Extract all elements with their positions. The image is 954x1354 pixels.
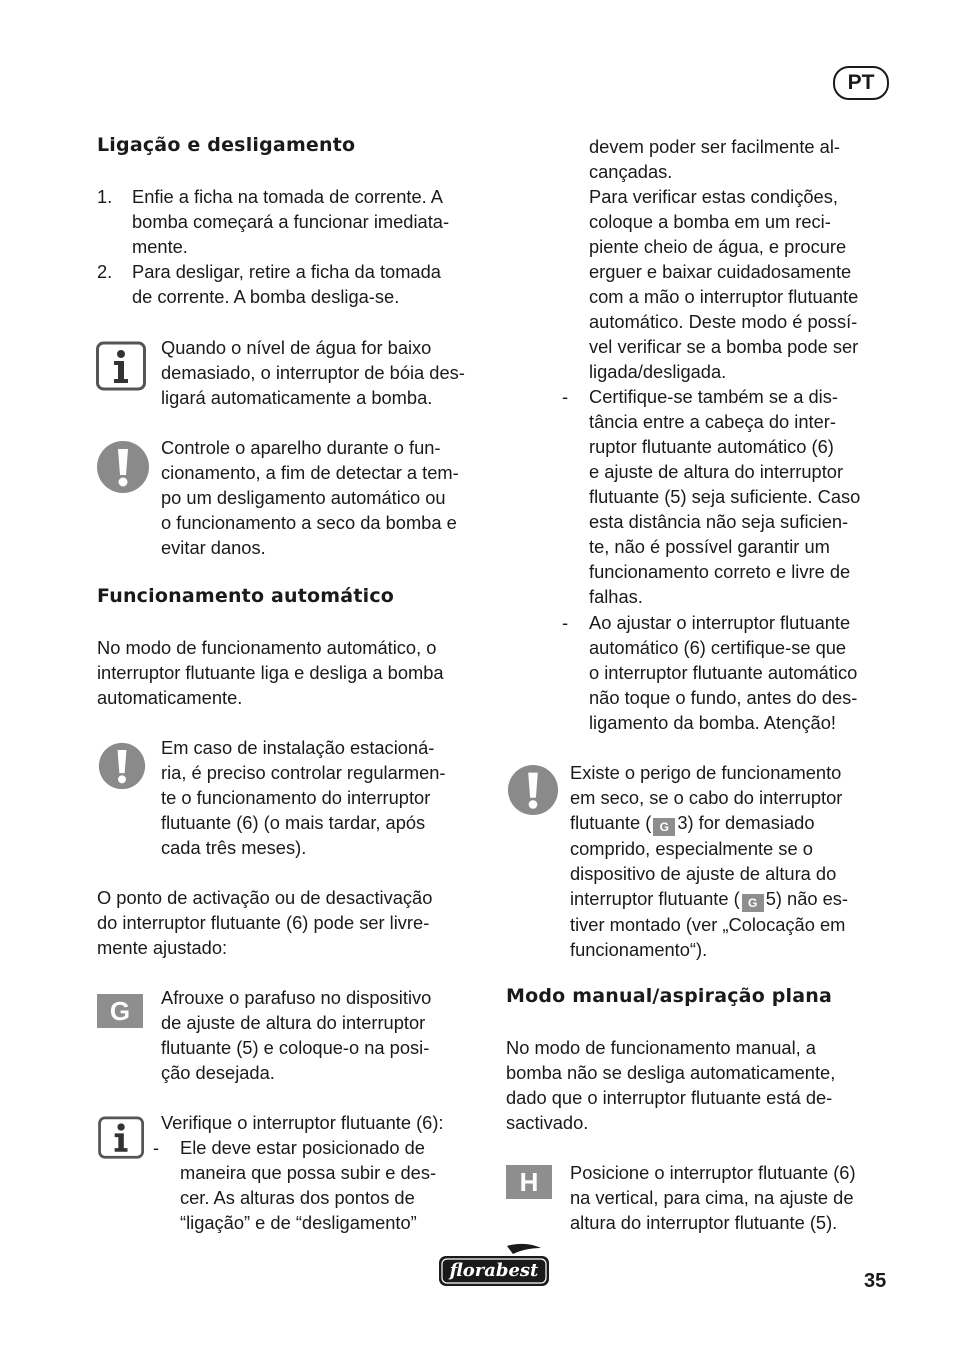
text-line: devem poder ser facilmente al- bbox=[589, 136, 840, 157]
text-line: Certifique-se também se a dis- bbox=[589, 386, 838, 407]
brand-name: florabest bbox=[449, 1260, 539, 1281]
text-line: o interruptor flutuante automático bbox=[589, 662, 858, 683]
text-line: coloque a bomba em um reci- bbox=[589, 211, 831, 232]
warning-note-control: Controle o aparelho durante o fun- cionamento, a fim de detectar a tem- po um desligamento automático ou o funcionamento a seco da bomba e evitar danos. bbox=[161, 437, 459, 558]
paragraph-activation-point: O ponto de activação ou de desactivação do interruptor flutuante (6) pode ser livre- mente ajustado: bbox=[97, 887, 433, 958]
list-item-line: bomba começará a funcionar imediata- bbox=[132, 211, 450, 232]
continued-text bbox=[589, 134, 909, 384]
info-note-low-water: Quando o nível de água for baixo demasiado, o interruptor de bóia des- ligará automaticamente a bomba. bbox=[161, 337, 465, 408]
warning-icon bbox=[507, 764, 559, 821]
verify-bullet: - Ele deve estar posicionado de maneira que possa subir e des- cer. As alturas dos pontos de “ligação” e de “desligamento” bbox=[153, 1137, 437, 1233]
info-icon bbox=[98, 1116, 146, 1165]
paragraph-automatic-mode: No modo de funcionamento automático, o interruptor flutuante liga e desliga a bomba automaticamente. bbox=[97, 637, 444, 708]
text-line: esta distância não seja suficien- bbox=[589, 511, 849, 532]
warning-note-dry-run: Existe o perigo de funcionamento em seco, se o cabo do interruptor flutuante ( G 3) for demasiado comprido, especialmente se o dispositivo de ajuste de altura do interruptor flutuante ( G 5) não es- tiver montado (ver „Colocação em funcionamento“). bbox=[570, 762, 849, 960]
list-item bbox=[97, 184, 497, 259]
text-line: flutuante (5) seja suficiente. Caso bbox=[589, 486, 861, 507]
list-number: 2. bbox=[97, 261, 113, 282]
list-item-line: Enfie a ficha na tomada de corrente. A bbox=[132, 186, 443, 207]
instruction-h: Posicione o interruptor flutuante (6) na vertical, para cima, na ajuste de altura do interruptor flutuante (5). bbox=[570, 1162, 856, 1233]
section-title-connection: Ligação e desligamento bbox=[97, 134, 356, 156]
bullet-bottom bbox=[562, 610, 902, 735]
bullet-dash: - bbox=[153, 1137, 160, 1158]
warning-note-stationary: Em caso de instalação estacioná- ria, é preciso controlar regularmen- te o funcionamento do interruptor flutuante (6) (o mais tardar, após cada três meses). bbox=[161, 737, 446, 858]
text-line: automático. Deste modo é possí- bbox=[589, 311, 858, 332]
section-title-manual: Modo manual/aspiração plana bbox=[506, 985, 833, 1007]
page-number: 35 bbox=[864, 1270, 887, 1292]
section-title-automatic: Funcionamento automático bbox=[97, 585, 395, 607]
warning-icon bbox=[98, 742, 146, 795]
figure-ref-g: G bbox=[742, 894, 764, 912]
list-item-line: Para desligar, retire a ficha da tomada bbox=[132, 261, 441, 282]
numbered-list bbox=[97, 184, 497, 309]
text-line: ligada/desligada. bbox=[589, 361, 727, 382]
text-line: automático (6) certifique-se que bbox=[589, 637, 847, 658]
text-line: falhas. bbox=[589, 586, 643, 607]
paragraph-manual-mode: No modo de funcionamento manual, a bomba não se desliga automaticamente, dado que o interruptor flutuante está de- sactivado. bbox=[506, 1037, 836, 1133]
figure-label-g: G bbox=[97, 994, 143, 1028]
figure-ref-g: G bbox=[653, 818, 675, 836]
warning-icon bbox=[96, 440, 150, 499]
text-line: vel verificar se a bomba pode ser bbox=[589, 336, 859, 357]
text-line: ruptor flutuante automático (6) bbox=[589, 436, 834, 457]
text-line: piente cheio de água, e procure bbox=[589, 236, 847, 257]
text-line: Ao ajustar o interruptor flutuante bbox=[589, 612, 851, 633]
bullet-distance bbox=[562, 384, 902, 609]
text-line: funcionamento correto e livre de bbox=[589, 561, 851, 582]
list-number: 1. bbox=[97, 186, 113, 207]
bullet-dash: - bbox=[562, 612, 569, 633]
florabest-logo bbox=[437, 1242, 551, 1290]
instruction-g: Afrouxe o parafuso no dispositivo de ajuste de altura do interruptor flutuante (5) e coloque-o na posi- ção desejada. bbox=[161, 987, 432, 1083]
figure-label-h: H bbox=[506, 1165, 552, 1199]
text-line: e ajuste de altura do interruptor bbox=[589, 461, 844, 482]
bullet-dash: - bbox=[562, 386, 569, 407]
text-line: Para verificar estas condições, bbox=[589, 186, 838, 207]
text-line: cançadas. bbox=[589, 161, 673, 182]
list-item bbox=[97, 259, 497, 309]
list-item-line: de corrente. A bomba desliga-se. bbox=[132, 286, 400, 307]
text-line: não toque o fundo, antes do des- bbox=[589, 687, 858, 708]
language-badge: PT bbox=[833, 66, 889, 100]
text-line: tância entre a cabeça do inter- bbox=[589, 411, 836, 432]
info-verify-float-switch: Verifique o interruptor flutuante (6): bbox=[161, 1112, 444, 1133]
text-line: erguer e baixar cuidadosamente bbox=[589, 261, 852, 282]
text-line: te, não é possível garantir um bbox=[589, 536, 830, 557]
list-item-line: mente. bbox=[132, 236, 188, 257]
text-line: ligamento da bomba. Atenção! bbox=[589, 712, 836, 733]
info-icon bbox=[96, 340, 148, 397]
text-line: com a mão o interruptor flutuante bbox=[589, 286, 859, 307]
